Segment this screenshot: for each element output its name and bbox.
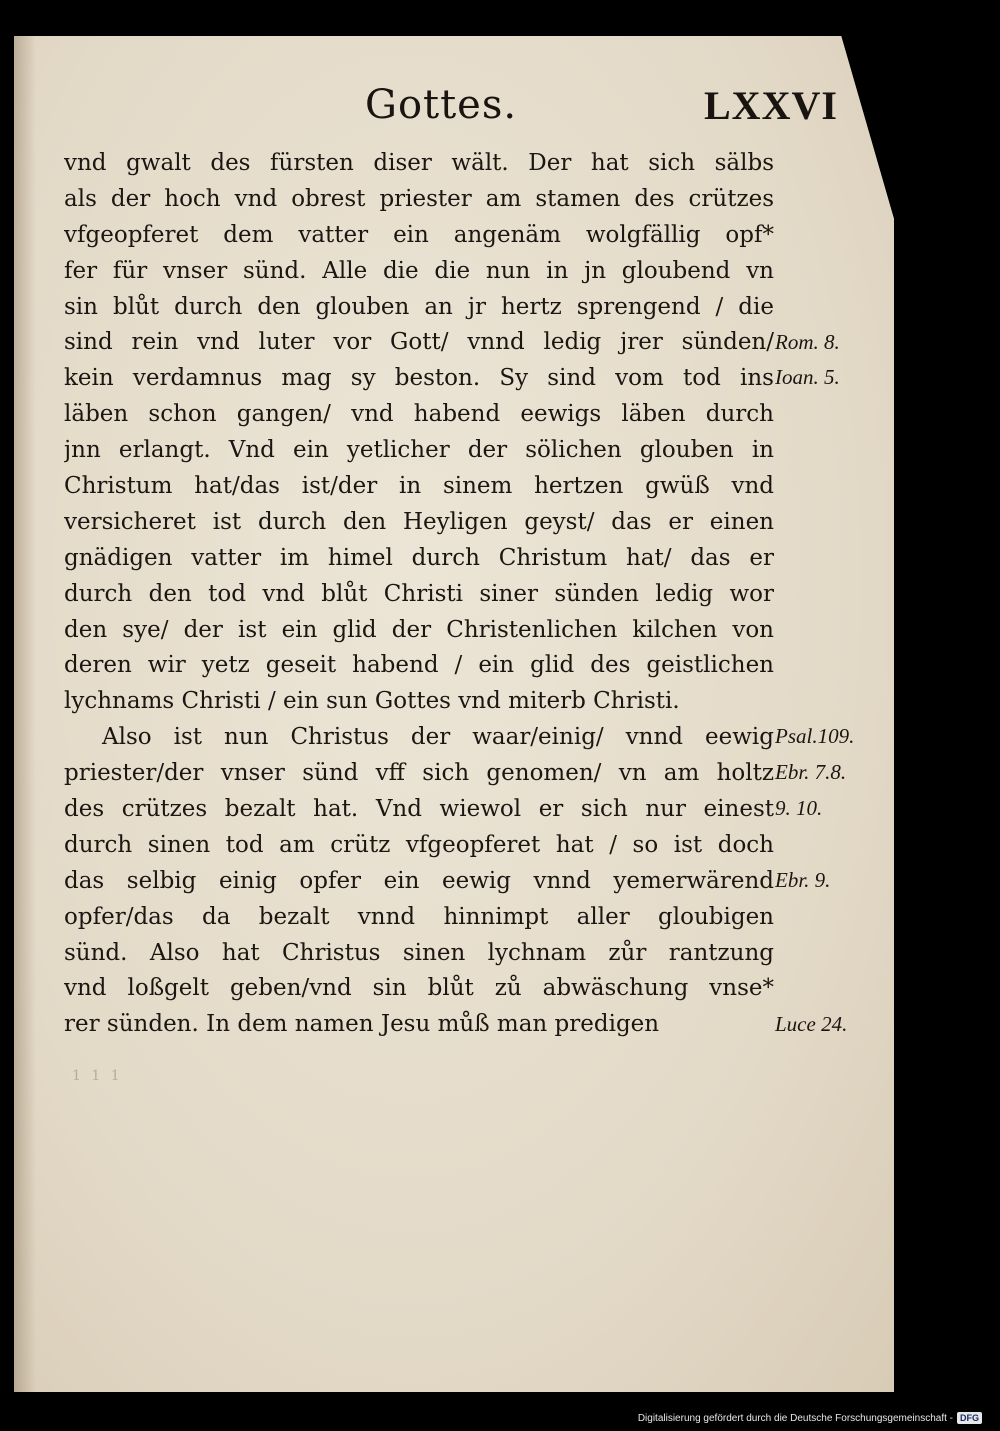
digitization-credit <box>638 1412 982 1424</box>
marginal-note: Ebr. 7.8. <box>775 760 847 785</box>
text-line: vfgeopferet dem vatter ein angenäm wolgfällig opf* <box>64 221 774 248</box>
text-line: sünd. Also hat Christus sinen lychnam zůr rantzung <box>64 939 774 966</box>
text-line: kein verdamnus mag sy beston. Sy sind vom tod ins <box>64 365 774 392</box>
page-gutter-shadow <box>14 36 36 1392</box>
text-line: versicheret ist durch den Heyligen geyst/ das er einen <box>64 508 774 535</box>
text-line: sin blůt durch den glouben an jr hertz sprengend / die <box>64 293 774 320</box>
text-line: gnädigen vatter im himel durch Christum hat/ das er <box>64 544 774 571</box>
text-line: jnn erlangt. Vnd ein yetlicher der sölichen glouben in <box>64 437 774 464</box>
text-line: rer sünden. In dem namen Jesu můß man predigen <box>64 1011 660 1038</box>
text-line: sind rein vnd luter vor Gott/ vnnd ledig jrer sünden/ <box>64 329 774 356</box>
text-line: durch den tod vnd blůt Christi siner sünden ledig wor <box>64 580 774 607</box>
text-line: Also ist nun Christus der waar/einig/ vnnd eewig <box>102 724 774 751</box>
text-line: den sye/ der ist ein glid der Christenlichen kilchen von <box>64 616 774 643</box>
running-title: Gottes. <box>365 82 518 128</box>
marginal-note: 9. 10. <box>775 796 823 821</box>
text-line: das selbig einig opfer ein eewig vnnd yemerwärend <box>64 867 774 894</box>
marginal-note: Rom. 8. <box>775 329 840 354</box>
text-line: fer für vnser sünd. Alle die die nun in jn gloubend vn <box>64 257 774 284</box>
text-line: als der hoch vnd obrest priester am stamen des crützes <box>64 185 774 212</box>
marginal-note: Ebr. 9. <box>775 868 831 892</box>
marginal-note: Ioan. 5. <box>775 365 840 390</box>
text-line: opfer/das da bezalt vnnd hinnimpt aller gloubigen <box>64 903 774 930</box>
text-line: des crützes bezalt hat. Vnd wiewol er sich nur einest <box>64 796 774 823</box>
credit-text: Digitalisierung gefördert durch die Deutsche Forschungsgemeinschaft - <box>637 1412 953 1424</box>
text-line: durch sinen tod am crütz vfgeopferet hat / so ist doch <box>64 831 774 858</box>
text-line: deren wir yetz geseit habend / ein glid des geistlichen <box>64 652 774 679</box>
text-line: vnd gwalt des fürsten diser wält. Der hat sich sälbs <box>64 150 774 176</box>
text-line: läben schon gangen/ vnd habend eewigs läben durch <box>64 401 774 428</box>
text-line: priester/der vnser sünd vff sich genomen/ vn am holtz <box>64 760 774 787</box>
text-line: Christum hat/das ist/der in sinem hertzen gwüß vnd <box>64 473 774 500</box>
ink-smudge: 1 1 1 <box>72 1068 123 1084</box>
dfg-logo: DFG <box>957 1412 982 1424</box>
folio-number: LXXVI <box>704 83 838 128</box>
marginal-note: Psal.109. <box>775 724 855 749</box>
body-text <box>64 146 774 1043</box>
text-line: vnd loßgelt geben/vnd sin blůt zů abwäschung vnse* <box>64 975 774 1002</box>
text-line: lychnams Christi / ein sun Gottes vnd miterb Christi. <box>64 688 680 715</box>
marginal-note: Luce 24. <box>775 1011 848 1036</box>
